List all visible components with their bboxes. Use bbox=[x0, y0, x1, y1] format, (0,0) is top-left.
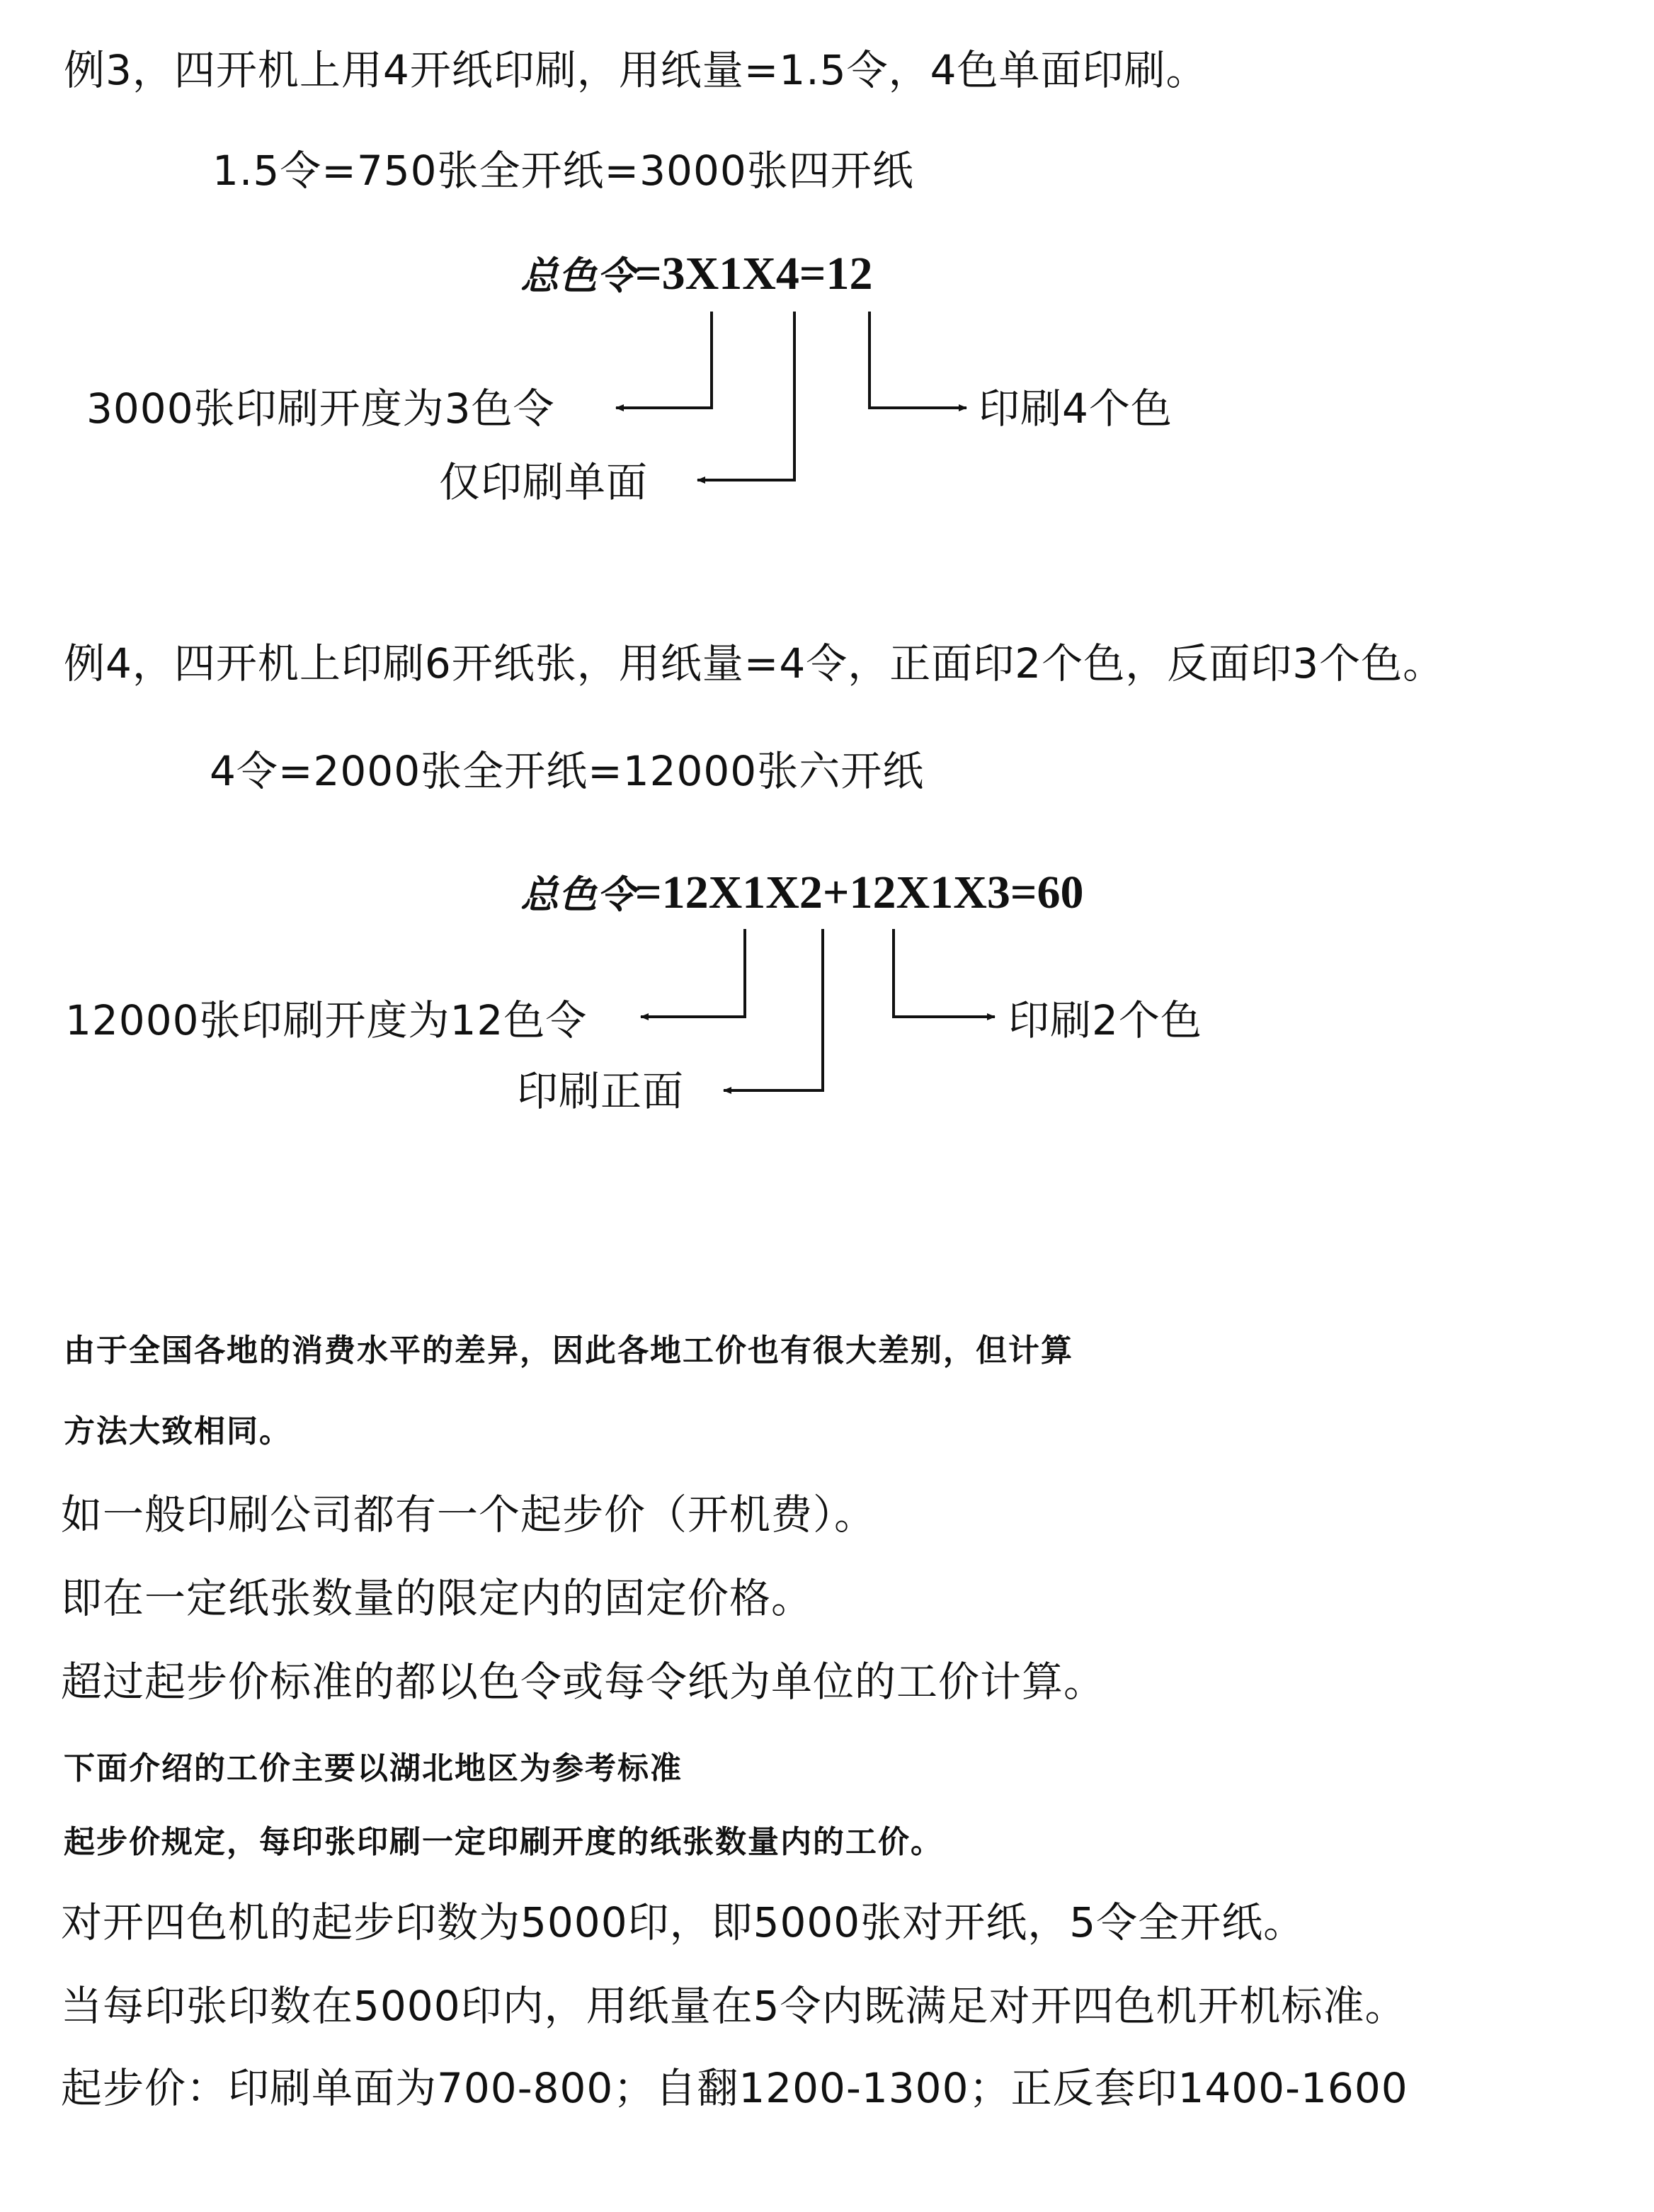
note-line-4: 对开四色机的起步印数为5000印，即5000张对开纸，5令全开纸。 bbox=[61, 1898, 1306, 1946]
example3-formula-body: =3X1X4=12 bbox=[635, 248, 873, 300]
note-line-2: 即在一定纸张数量的限定内的固定价格。 bbox=[61, 1574, 814, 1622]
example3-connector-right bbox=[869, 312, 966, 408]
example3-heading: 例3，四开机上用4开纸印刷，用纸量=1.5令，4色单面印刷。 bbox=[64, 46, 1208, 94]
example3-connector-left bbox=[616, 312, 712, 408]
example4-formula-prefix: 总色令 bbox=[520, 872, 635, 917]
example4-annot-middle: 印刷正面 bbox=[517, 1067, 685, 1115]
example4-annot-right: 印刷2个色 bbox=[1008, 996, 1202, 1044]
note-line-3: 超过起步价标准的都以色令或每令纸为单位的工价计算。 bbox=[61, 1658, 1106, 1706]
note-bold-1b: 方法大致相同。 bbox=[64, 1413, 292, 1449]
note-line-6: 起步价：印刷单面为700-800；自翻1200-1300；正反套印1400-1600 bbox=[61, 2064, 1408, 2112]
example4-heading: 例4，四开机上印刷6开纸张，用纸量=4令，正面印2个色，反面印3个色。 bbox=[64, 639, 1445, 688]
note-line-1: 如一般印刷公司都有一个起步价（开机费）。 bbox=[61, 1490, 877, 1539]
example4-conversion: 4令=2000张全开纸=12000张六开纸 bbox=[210, 747, 925, 795]
note-bold-2: 下面介绍的工价主要以湖北地区为参考标准 bbox=[64, 1750, 683, 1786]
note-line-5: 当每印张印数在5000印内，用纸量在5令内既满足对开四色机开机标准。 bbox=[61, 1982, 1407, 2030]
example3-conversion: 1.5令=750张全开纸=3000张四开纸 bbox=[212, 147, 914, 195]
example3-annot-left: 3000张印刷开度为3色令 bbox=[86, 384, 555, 433]
example4-annot-left: 12000张印刷开度为12色令 bbox=[65, 996, 588, 1044]
example4-formula-body: =12X1X2+12X1X3=60 bbox=[635, 867, 1084, 918]
example3-formula-prefix: 总色令 bbox=[520, 253, 635, 298]
example4-connector-left bbox=[641, 929, 745, 1017]
note-bold-3: 起步价规定，每印张印刷一定印刷开度的纸张数量内的工价。 bbox=[64, 1824, 943, 1860]
example3-annot-middle: 仅印刷单面 bbox=[439, 458, 649, 506]
example4-connector-right bbox=[894, 929, 995, 1017]
note-bold-1a: 由于全国各地的消费水平的差异，因此各地工价也有很大差别，但计算 bbox=[64, 1333, 1073, 1369]
example3-annot-right: 印刷4个色 bbox=[979, 384, 1173, 433]
example4-connector-middle bbox=[724, 929, 823, 1090]
